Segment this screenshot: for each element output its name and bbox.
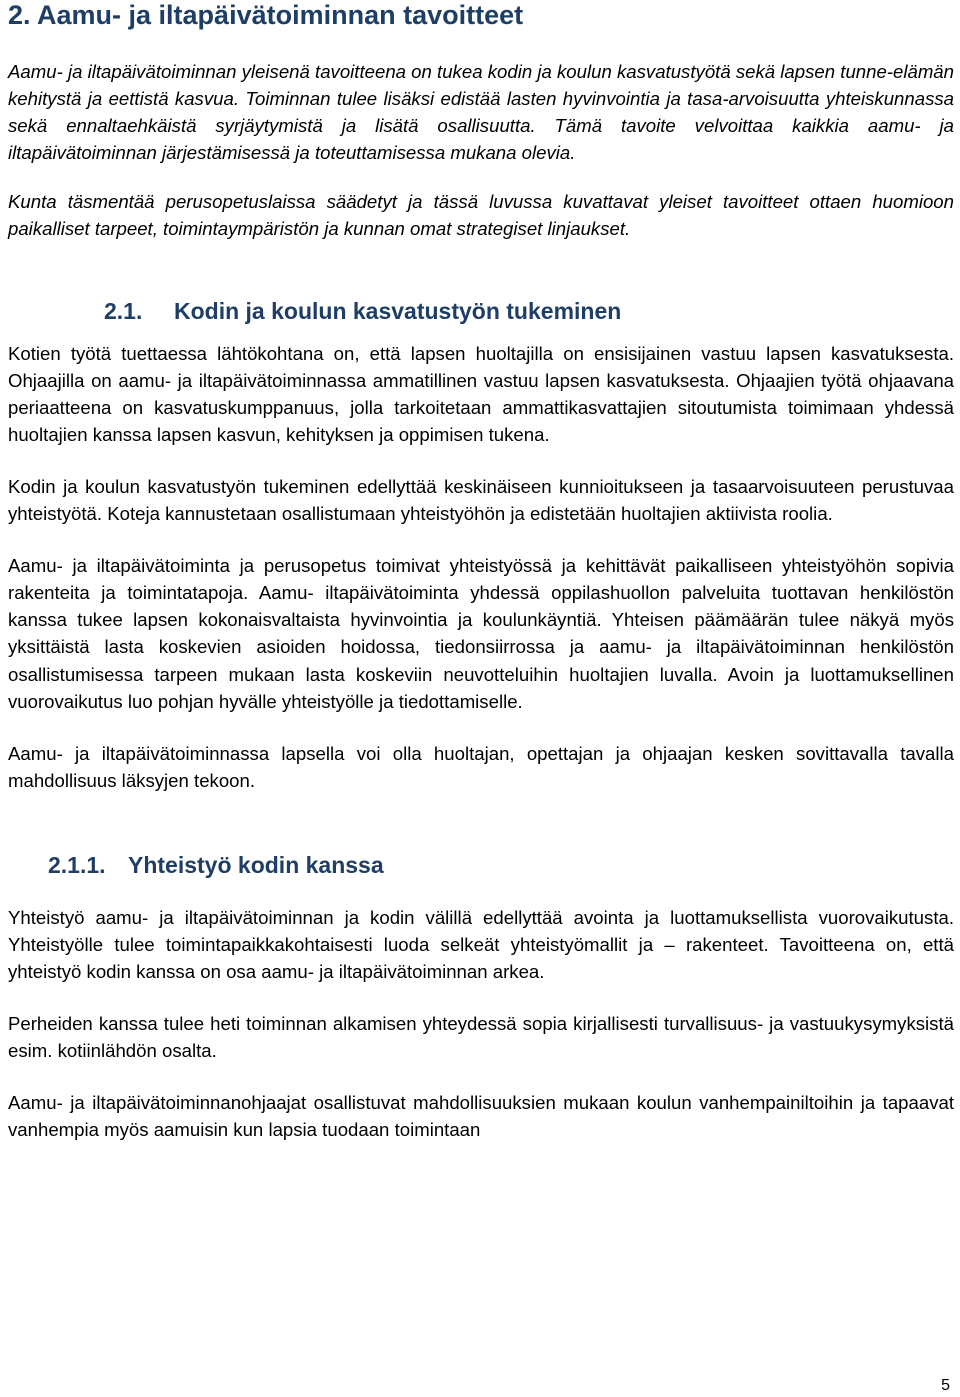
subsection-number: 2.1.1. [48,851,106,878]
subsection-title: Yhteistyö kodin kanssa [128,851,384,878]
section-2-1-1-paragraph-2: Perheiden kanssa tulee heti toiminnan alkamisen yhteydessä sopia kirjallisesti turvallisuus- ja vastuukysymyksistä esim. kotiinlähdön osalta. [8,1013,954,1062]
spacer [8,448,954,473]
spacer [8,715,954,740]
section-heading-2-1 [8,296,954,326]
spacer [8,880,954,904]
section-2-1-1-paragraph-1: Yhteistyö aamu- ja iltapäivätoiminnan ja kodin välillä edellyttää avointa ja luottamuksellista vuorovaikutusta. Yhteistyölle tulee toimintapaikkakohtaisesti luoda selkeät yhteistyömallit ja – rakenteet. Tavoitteena on, että yhteistyö kodin kanssa on osa aamu- ja iltapäivätoiminnan arkea. [8,906,954,983]
intro-paragraph-2: Kunta täsmentää perusopetuslaissa säädetyt ja tässä luvussa kuvattavat yleiset tavoitteet ottaen huomioon paikalliset tarpeet, toimintaympäristön ja kunnan omat strategiset linjaukset. [8,191,954,240]
spacer [8,527,954,552]
section-2-1-1-paragraph-3: Aamu- ja iltapäivätoiminnanohjaajat osallistuvat mahdollisuuksien mukaan koulun vanhempainiltoihin ja tapaavat vanhempia myös aamuisin kun lapsia tuodaan toimintaan [8,1092,954,1141]
section-2-1-paragraph-1: Kotien työtä tuettaessa lähtökohtana on, että lapsen huoltajilla on ensisijainen vastuu lapsen kasvatuksesta. Ohjaajilla on aamu- ja iltapäivätoiminnassa ammatillinen vastuu lapsen kasvatuksesta. Ohjaajien työtä ohjaavana periaatteena on kasvatuskumppanuus, jolla tarkoitetaan ammattikasvattajien sitoutumista toimimaan yhdessä huoltajien kanssa lapsen kasvun, kehityksen ja oppimisen tukena. [8,342,954,445]
section-2-1-paragraph-2: Kodin ja koulun kasvatustyön tukeminen edellyttää keskinäiseen kunnioitukseen ja tasaarvoisuuteen perustuvaa yhteistyötä. Koteja kannustetaan osallistumaan yhteistyöhön ja edistetään huoltajien aktiivista roolia. [8,475,954,525]
spacer [8,326,954,340]
intro-paragraph-1: Aamu- ja iltapäivätoiminnan yleisenä tavoitteena on tukea kodin ja koulun kasvatustyötä sekä lapsen tunne-elämän kehitystä ja eettistä kasvua. Toiminnan tulee lisäksi edistää lasten hyvinvointia ja tasa-arvoisuutta yhteiskunnassa sekä ennaltaehkäistä syrjäytymistä ja lisätä osallisuutta. Tämä tavoite velvoittaa kaikkia aamu- ja iltapäivätoiminnan järjestämisessä ja toteuttamisessa mukana olevia. [8,61,954,164]
page-number: 5 [941,1377,950,1394]
section-number: 2.1. [104,297,143,324]
spacer [8,31,954,58]
chapter-title: 2. Aamu- ja iltapäivätoiminnan tavoitteet [8,0,524,30]
spacer [8,243,954,296]
spacer [8,985,954,1010]
section-heading-2-1-1 [8,850,954,880]
document-page [8,0,954,1144]
section-title: Kodin ja koulun kasvatustyön tukeminen [174,297,622,324]
section-2-1-paragraph-3: Aamu- ja iltapäivätoiminta ja perusopetus toimivat yhteistyössä ja kehittävät paikalliseen yhteistyöhön sopivia rakenteita ja toimintatapoja. Aamu- iltapäivätoiminta yhdessä oppilashuollon palveluita tuottavan henkilöstön kanssa tukee lapsen kokonaisvaltaista hyvinvointia ja koulunkäyntiä. Yhteisen päämäärän tulee näkyä myös yksittäistä lasta koskevien asioiden hoidossa, tiedonsiirrossa ja aamu- ja iltapäivätoiminnan henkilöstön osallistumisessa tarpeen mukaan lasta koskeviin neuvotteluihin huoltajien luvalla. Avoin ja luottamuksellinen vuorovaikutus luo pohjan hyvälle yhteistyölle ja tiedottamiselle. [8,555,954,712]
spacer [8,166,954,188]
spacer [8,1064,954,1089]
section-2-1-paragraph-4: Aamu- ja iltapäivätoiminnassa lapsella voi olla huoltajan, opettajan ja ohjaajan kesken sovittavalla tavalla mahdollisuus läksyjen tekoon. [8,742,954,791]
spacer [8,794,954,850]
